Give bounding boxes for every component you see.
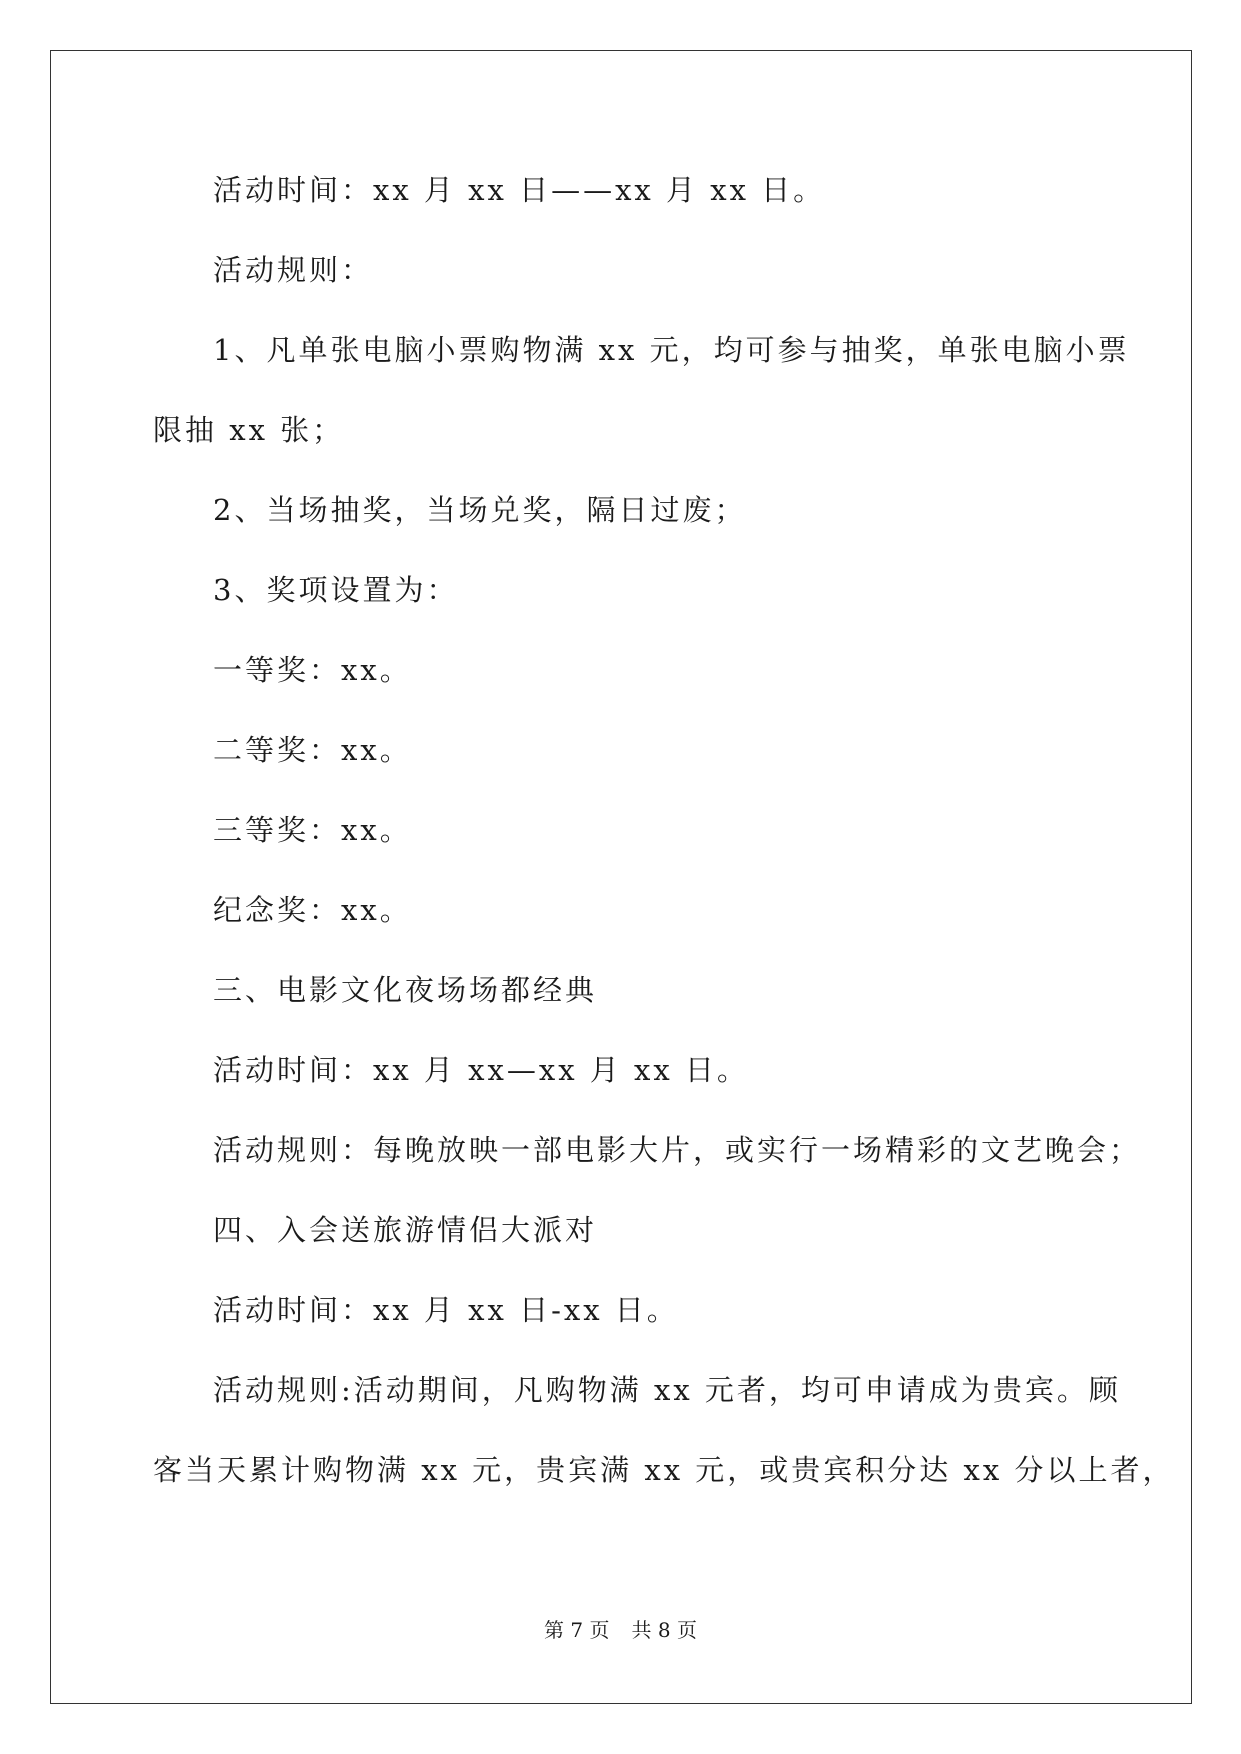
paragraph-line: 活动时间：xx 月 xx—xx 月 xx 日。 bbox=[213, 1053, 749, 1087]
paragraph-line: 3、奖项设置为： bbox=[213, 573, 459, 607]
section-heading: 三、电影文化夜场场都经典 bbox=[213, 973, 598, 1007]
paragraph-line: 三等奖：xx。 bbox=[213, 813, 412, 847]
page-number-current: 第 7 页 bbox=[544, 1618, 610, 1642]
paragraph-line: 2、当场抽奖，当场兑奖，隔日过废； bbox=[213, 493, 747, 527]
paragraph-line: 活动规则:活动期间，凡购物满 xx 元者，均可申请成为贵宾。顾 bbox=[213, 1373, 1121, 1407]
paragraph-line: 活动时间：xx 月 xx 日——xx 月 xx 日。 bbox=[213, 173, 826, 207]
paragraph-line: 1、凡单张电脑小票购物满 xx 元，均可参与抽奖，单张电脑小票 bbox=[213, 333, 1130, 367]
paragraph-line: 活动时间：xx 月 xx 日-xx 日。 bbox=[213, 1293, 679, 1327]
paragraph-line: 活动规则：每晚放映一部电影大片，或实行一场精彩的文艺晚会； bbox=[213, 1133, 1142, 1167]
paragraph-line: 纪念奖：xx。 bbox=[213, 893, 412, 927]
page-number-total: 共 8 页 bbox=[631, 1618, 697, 1642]
paragraph-line: 限抽 xx 张； bbox=[153, 413, 345, 447]
section-heading: 四、入会送旅游情侣大派对 bbox=[213, 1213, 598, 1247]
paragraph-line: 二等奖：xx。 bbox=[213, 733, 412, 767]
paragraph-line: 活动规则： bbox=[213, 253, 374, 287]
paragraph-line: 客当天累计购物满 xx 元，贵宾满 xx 元，或贵宾积分达 xx 分以上者， bbox=[153, 1453, 1175, 1487]
page-footer bbox=[0, 1617, 1241, 1643]
paragraph-line: 一等奖：xx。 bbox=[213, 653, 412, 687]
